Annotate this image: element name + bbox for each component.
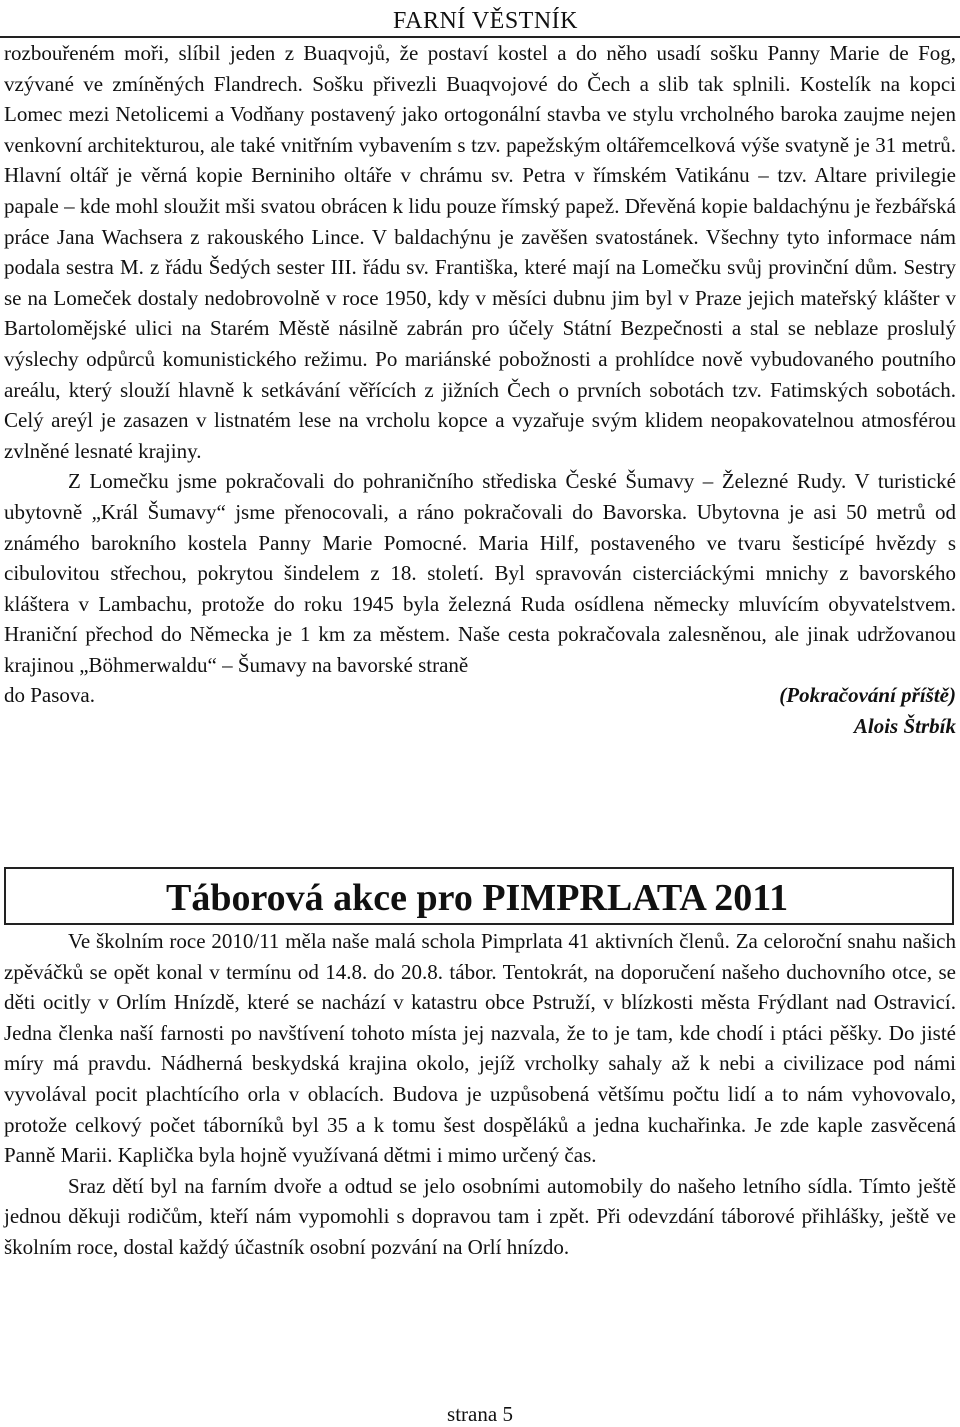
article-title-box [4, 867, 954, 925]
article-lomec-trip [4, 38, 956, 742]
article-author: Alois Štrbík [853, 714, 956, 739]
continuation-note: (Pokračování příště) [779, 683, 956, 708]
article-paragraph: Sraz dětí byl na farním dvoře a odtud se jelo osobními automobily do našeho letního sídla. Tímto ještě jednou děkuji rodičům, kteří nám vypomohli s dopravou tam i zpět. Při odevzdání táborové přihlášky, ještě ve školním roce, dostal každý účastník osobní pozvání na Orlí hnízdo. [4, 1173, 956, 1259]
page-number-label: strana 5 [447, 1402, 513, 1426]
page-number [0, 1402, 960, 1427]
article-signoff-line [4, 680, 956, 711]
page-header [0, 4, 960, 38]
article-last-line: do Pasova. [4, 683, 95, 708]
article-paragraph: rozbouřeném moři, slíbil jeden z Buaqvojů, že postaví kostel a do něho usadí sošku Panny Marie de Fog, vzývané ve zmíněných Flandrech. Sošku přivezli Buaqvojové do Čech a slib tak splnili. Kostelík na kopci Lomec mezi Netolicemi a Vodňany postavený jako ortogonální stavba ve stylu vrcholného baroka zaujme nejen venkovní architekturou, ale také vnitřním vybavením s tzv. papežským oltářemcelková výše svatyně je 31 metrů. Hlavní oltář je věrná kopie Berniniho oltáře v chrámu sv. Petra v římském Vatikánu – tzv. Altare privilegie papale – kde mohl sloužit mši svatou obrácen k lidu pouze římský papež. Dřevěná kopie baldachýnu je řezbářská práce Jana Wachsera z rakouského Lince. V baldachýnu je zavěšen svatostánek. Všechny tyto informace nám podala sestra M. z řádu Šedých sester III. řádu sv. Františka, které mají na Lomečku svůj provinční dům. Sestry se na Lomeček dostaly nedobrovolně v roce 1950, kdy v měsíci dubnu jim byl v Praze jejich mateřský klášter v Bartolomějské ulici na Starém Městě násilně zabrán pro účely Státní Bezpečnosti a stal se neblaze proslulý výslechy odpůrců komunistického režimu. Po mariánské pobožnosti a prohlídce nově vybudovaného poutního areálu, který slouží hlavně k setkávání věřících z jižních Čech o prvních sobotách tzv. Fatimských sobotách. Celý areýl je zasazen v listnatém lese na vrcholu kopce a vyzařuje svým klidem neopakovatelnou atmosférou zvlněné lesnaté krajiny. [4, 41, 956, 463]
article-pimprlata-camp [4, 926, 956, 1263]
article-paragraph: Z Lomečku jsme pokračovali do pohraničního střediska České Šumavy – Železné Rudy. V turistické ubytovně „Král Šumavy“ jsme přenocovali, a ráno pokračovali do Bavorska. Ubytovna je asi 50 metrů od známého barokního kostela Panny Marie Pomocné. Maria Hilf, postaveného ve tvaru šesticípé hvězdy s cibulovitou střechou, pokrytou šindelem z 18. století. Byl spravován cisterciáckými mnichy z bavorského kláštera v Lambachu, protože do roku 1945 byla železná Ruda osídlena německy mluvícím obyvatelstvem. Hraniční přechod do Německa je 1 km za městem. Naše cesta pokračovala zalesněnou, ale jinak udržovanou krajinou „Böhmerwaldu“ – Šumavy na bavorské straně [4, 469, 956, 677]
article-title: Táborová akce pro PIMPRLATA 2011 [166, 877, 789, 919]
newsletter-title: FARNÍ VĚSTNÍK [393, 8, 578, 34]
article-paragraph: Ve školním roce 2010/11 měla naše malá schola Pimprlata 41 aktivních členů. Za celoroční snahu našich zpěváčků se opět konal v termínu od 14.8. do 20.8. tábor. Tentokrát, na doporučení našeho duchovního otce, se děti ocitly v Orlím Hnízdě, které se nachází v katastru obce Pstruží, v blízkosti města Frýdlant nad Ostravicí. Jedna členka naší farnosti po navštívení tohoto místa jej nazvala, že to je tam, kde chodí i ptáci pěšky. Do jisté míry má pravdu. Nádherná beskydská krajina okolo, jejíž vrcholky sahaly až k nebi a civilizace pod námi vyvolával pocit plachtícího orla v oblacích. Budova je uzpůsobená většímu počtu lidí a to nám vyhovovalo, protože celkový počet táborníků byl 35 a k tomu šest dospěláků a jedna kuchařinka. Je zde kaple zasvěcená Panně Marii. Kaplička byla hojně využívaná dětmi i mimo určený čas. [4, 929, 956, 1168]
